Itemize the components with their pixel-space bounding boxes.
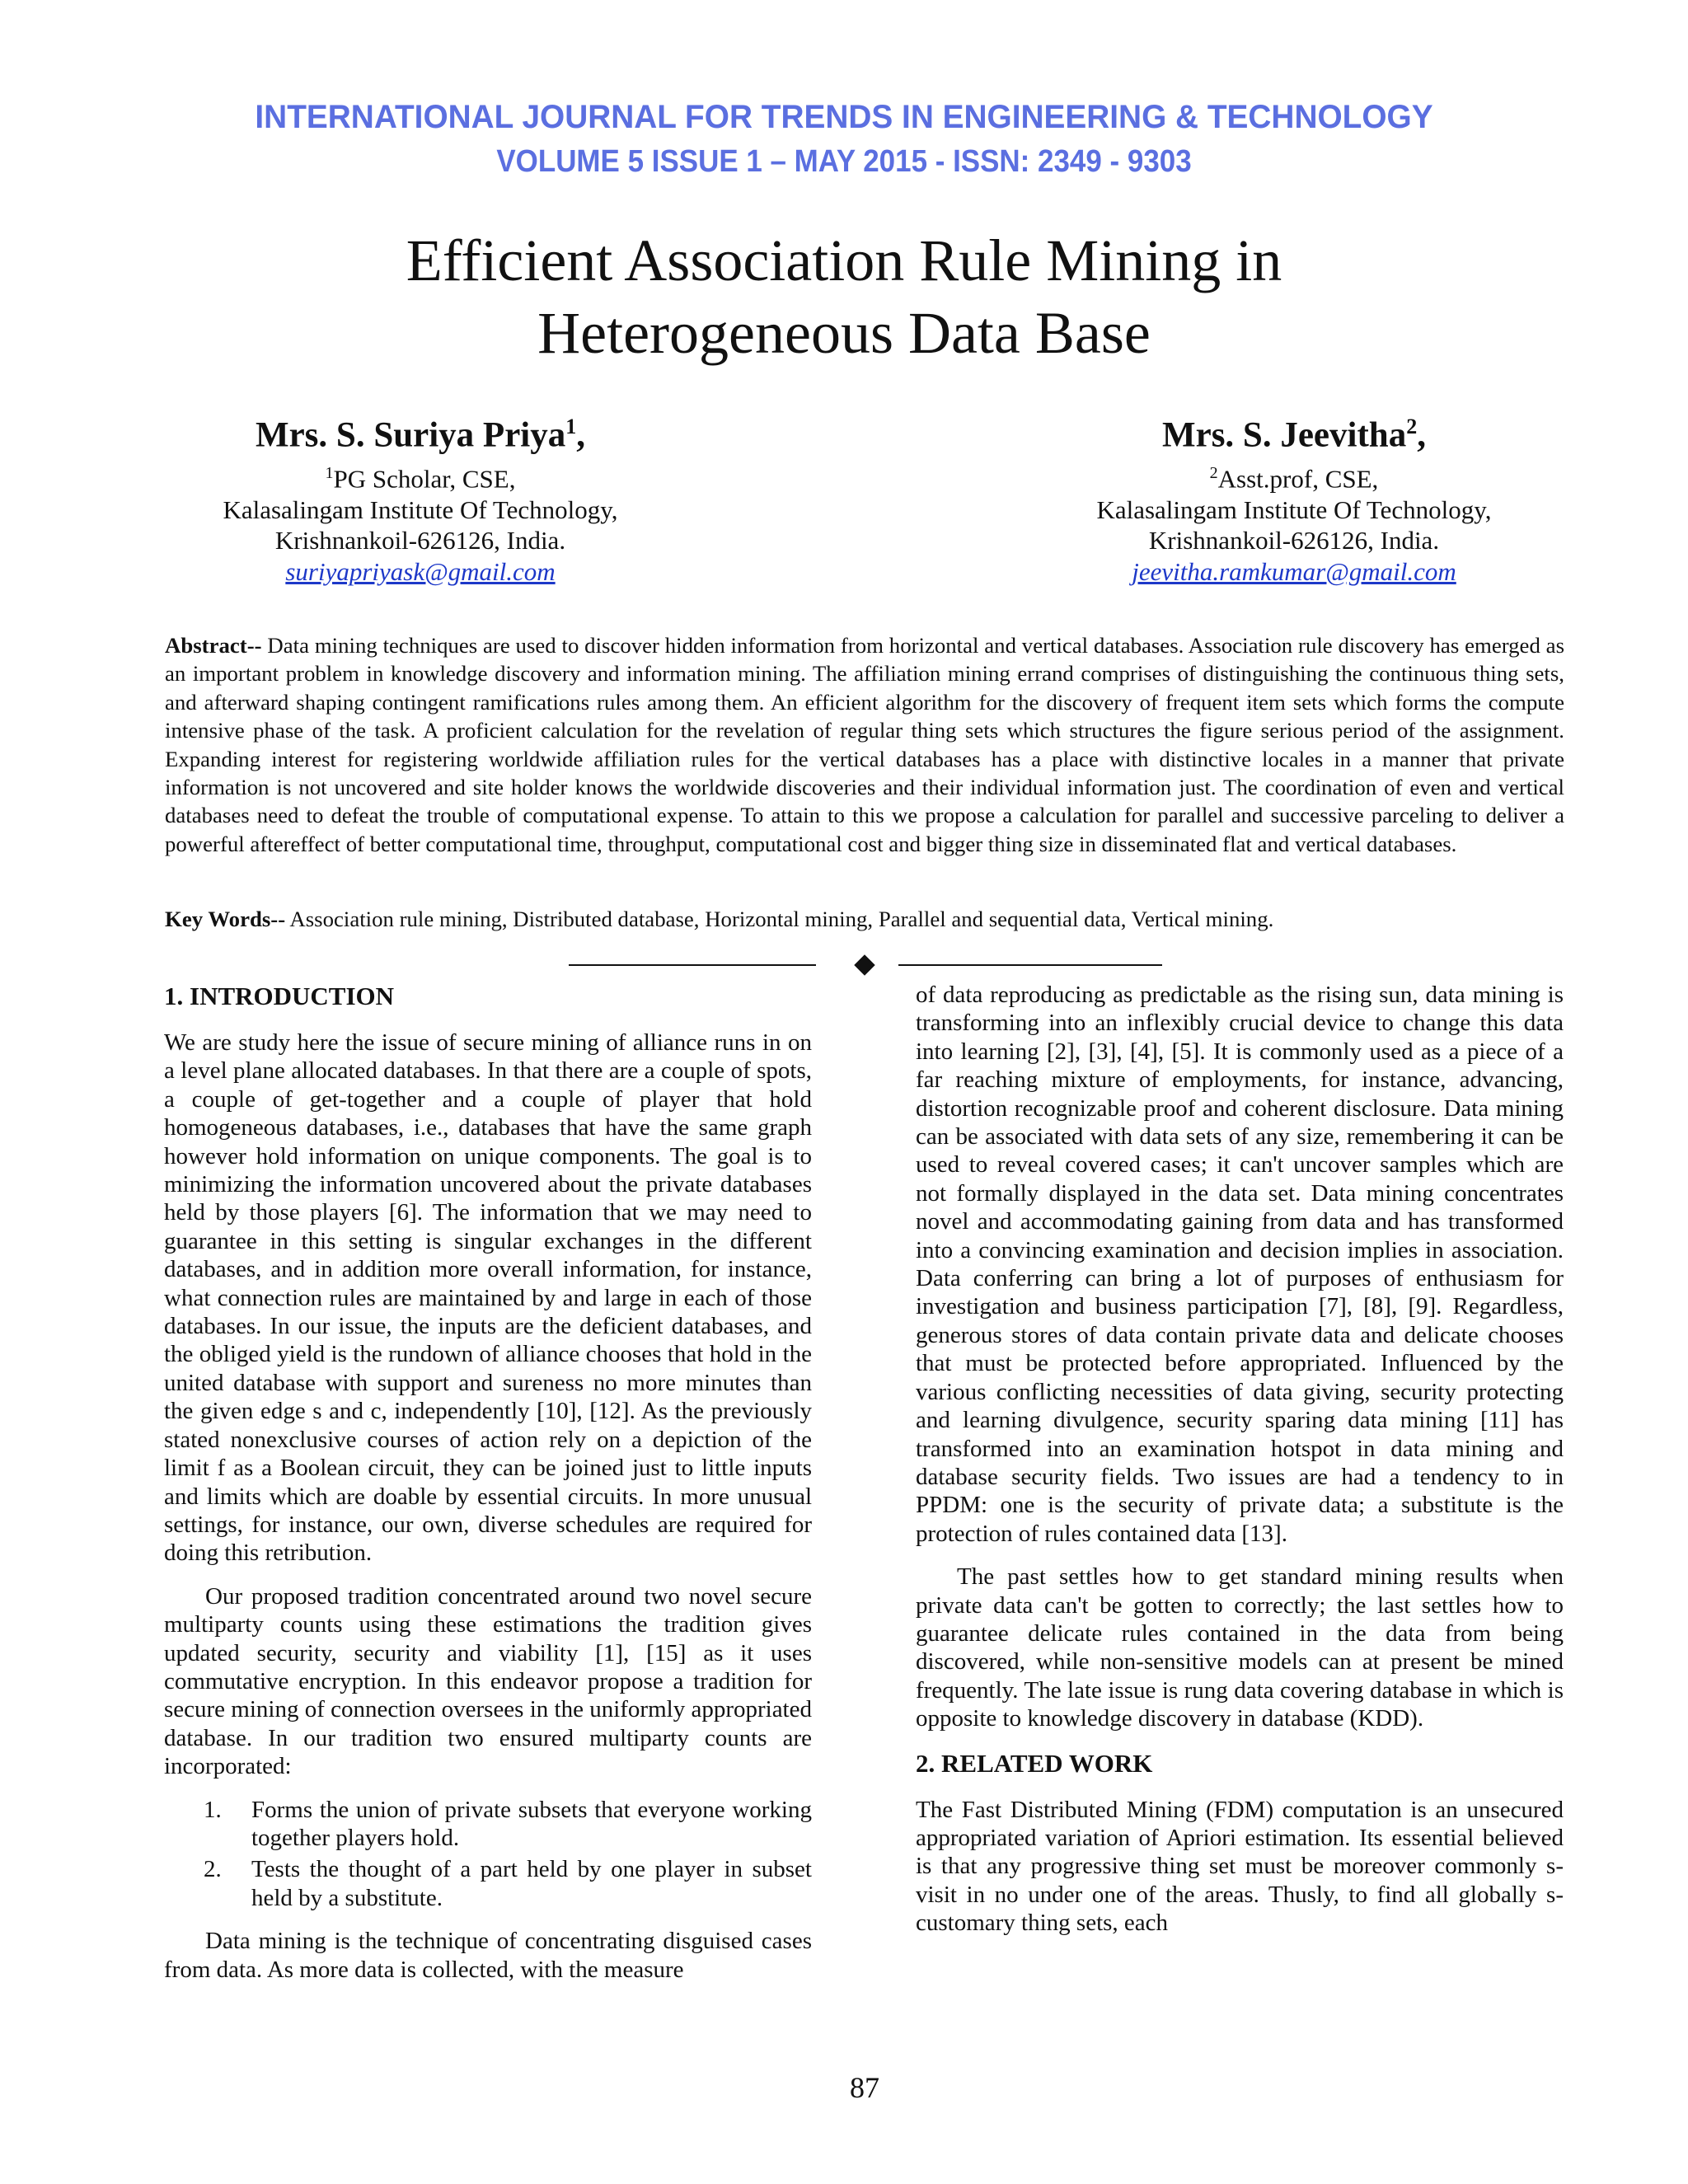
author-block-2	[956, 404, 1632, 588]
keywords-label: Key Words--	[165, 907, 286, 931]
paper-title	[0, 224, 1688, 369]
left-column	[164, 981, 812, 1999]
page-number: 87	[850, 2071, 879, 2104]
author-location: Krishnankoil-626126, India.	[274, 525, 566, 555]
paragraph: We are study here the issue of secure mining of alliance runs in on a level plane allocated databases. In that there are a couple of spots, a couple of get-together and a couple of player that hold homogeneous databases, i.e., databases that have the same graph however hold information on unique components. The goal is to minimizing the information uncovered about the private databases held by those players [6]. The information that we may need to guarantee in this setting is singular exchanges in the different databases, and in addition more overall information, for instance, what connection rules are maintained by and large in each of those databases. In our issue, the inputs are the deficient databases, and the obliged yield is the rundown of alliance chooses that hold in the united database with support and sureness no more minutes than the given edge s and c, independently [10], [12]. As the previously stated nonexclusive courses of action rely on a depiction of the limit f as a Boolean circuit, they can be joined just to little inputs and limits which are doable by essential circuits. In more unusual settings, for instance, our own, diverse schedules are required for doing this retribution.	[164, 1029, 812, 1567]
keywords	[165, 905, 1564, 933]
abstract-label: Abstract--	[165, 633, 262, 658]
author-institution: Kalasalingam Institute Of Technology,	[223, 494, 618, 524]
list-item: 1. Forms the union of private subsets that everyone working together players hold.	[204, 1796, 812, 1851]
paragraph: The past settles how to get standard mining results when private data can't be gotten to correctly; the last settles how to guarantee delicate rules contained in the data from being discovered, while non-sensitive models can at present be mined frequently. The late issue is rung data covering database in which is opposite to knowledge discovery in database (KDD).	[916, 1563, 1564, 1732]
paragraph: Data mining is the technique of concentrating disguised cases from data. As more data is collected, with the measure	[164, 1928, 812, 1983]
right-column	[916, 981, 1564, 1952]
divider-rule-left	[569, 964, 816, 966]
author-name: Mrs. S. Suriya Priya$^1$,	[256, 415, 585, 455]
author-role: $^1$PG Scholar, CSE,	[325, 464, 516, 494]
author-institution: Kalasalingam Institute Of Technology,	[1096, 494, 1492, 524]
abstract-text: Data mining techniques are used to discover hidden information from horizontal and vertical databases. Association rule discovery has emerged as an important problem in knowledge discovery and information mining. The affiliation mining errand comprises of distinguishing the continuous thing sets, and afterward shaping contingent ramifications rules among them. An efficient algorithm for the discovery of frequent item sets which forms the compute intensive phase of the task. A proficient calculation for the revelation of regular thing sets which structures the figure serious period of the assignment. Expanding interest for registering worldwide affiliation rules for the vertical databases has a place with distinctive locales in a manner that private information is not uncovered and site holder knows the worldwide discoveries and their individual information just. The coordination of even and vertical databases need to defeat the trouble of computational expense. To attain to this we propose a calculation for parallel and successive parceling to deliver a powerful aftereffect of better computational time, throughput, computational cost and bigger thing size in disseminated flat and vertical databases.	[165, 633, 1564, 856]
author-email-link[interactable]: suriyapriyask@gmail.com	[285, 556, 556, 586]
paragraph: Our proposed tradition concentrated around two novel secure multiparty counts using these estimations the tradition gives updated security, security and viability [1], [15] as it uses commutative encryption. In this endeavor propose a tradition for secure mining of connection oversees in the uniformly appropriated database. In our tradition two ensured multiparty counts are incorporated:	[164, 1582, 812, 1780]
author-name: Mrs. S. Jeevitha$^2$,	[1162, 415, 1426, 455]
list-item: 2. Tests the thought of a part held by one player in subset held by a substitute.	[204, 1856, 812, 1911]
journal-volume-line: VOLUME 5 ISSUE 1 – MAY 2015 - ISSN: 2349 - 9303	[496, 144, 1192, 179]
author-role: $^2$Asst.prof, CSE,	[1209, 464, 1379, 494]
section-divider	[569, 956, 1162, 981]
author-location: Krishnankoil-626126, India.	[1148, 525, 1440, 555]
keywords-text: Association rule mining, Distributed database, Horizontal mining, Parallel and sequential data, Vertical mining.	[289, 907, 1274, 931]
paragraph: The Fast Distributed Mining (FDM) computation is an unsecured appropriated variation of Apriori estimation. Its essential believed is that any progressive thing set must be moreover commonly s-visit in no under one of the areas. Thusly, to find all globally s-customary thing sets, each	[916, 1796, 1564, 1937]
author-block-1	[82, 404, 758, 588]
divider-diamond-icon	[854, 954, 874, 975]
paper-title-line-2: Heterogeneous Data Base	[537, 300, 1151, 366]
numbered-list	[164, 1796, 812, 1913]
paragraph: of data reproducing as predictable as the rising sun, data mining is transforming into an inflexibly crucial device to change this data into learning [2], [3], [4], [5]. It is commonly used as a piece of a far reaching mixture of employments, for instance, advancing, distortion recognizable proof and coherent disclosure. Data mining can be associated with data sets of any size, remembering it can be used to reveal covered cases; it can't uncover samples which are not formally displayed in the data set. Data mining concentrates novel and accommodating gaining from data and has transformed into a convincing examination and decision implies in association. Data conferring can bring a lot of purposes of enthusiasm for investigation and business participation [7], [8], [9]. Regardless, generous stores of data contain private data and delicate chooses that must be protected before appropriated. Influenced by the various conflicting necessities of data giving, security protecting and learning divulgence, security sparing data mining [11] has transformed into an examination hotspot in data mining and database security fields. Two issues are had a tendency to in PPDM: one is the security of private data; a substitute is the protection of rules contained data [13].	[916, 982, 1564, 1547]
abstract	[165, 631, 1564, 858]
journal-name: INTERNATIONAL JOURNAL FOR TRENDS IN ENGINEERING & TECHNOLOGY	[255, 99, 1433, 135]
section-heading-introduction: 1. INTRODUCTION	[164, 982, 395, 1010]
paper-title-line-1: Efficient Association Rule Mining in	[406, 227, 1282, 293]
section-heading-related-work: 2. RELATED WORK	[916, 1748, 1153, 1778]
author-email-link[interactable]: jeevitha.ramkumar@gmail.com	[1132, 556, 1456, 586]
divider-rule-right	[898, 964, 1162, 966]
